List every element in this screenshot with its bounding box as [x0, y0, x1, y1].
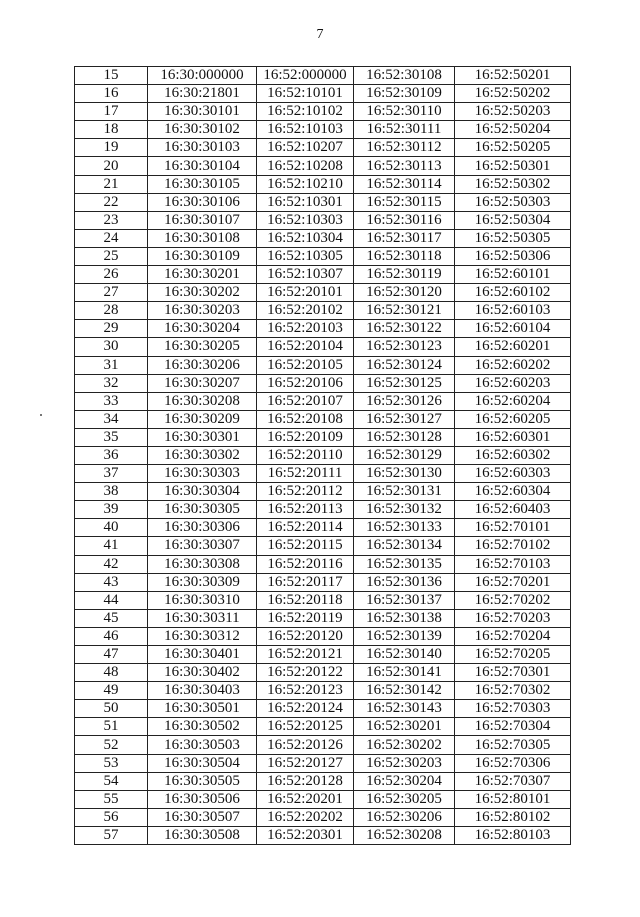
- code-cell-col-3: 16:52:30125: [354, 374, 455, 392]
- code-cell-col-2: 16:52:20115: [257, 537, 354, 555]
- table-row: [75, 284, 571, 302]
- code-cell-col-3: 16:52:30136: [354, 573, 455, 591]
- code-cell-col-1: 16:30:30104: [148, 157, 257, 175]
- code-cell-col-1: 16:30:30209: [148, 410, 257, 428]
- code-cell-col-2: 16:52:20121: [257, 646, 354, 664]
- row-number-cell: 57: [75, 826, 148, 844]
- table-row: [75, 374, 571, 392]
- table-row: [75, 157, 571, 175]
- code-cell-col-3: 16:52:30113: [354, 157, 455, 175]
- row-number-cell: 18: [75, 121, 148, 139]
- code-cell-col-2: 16:52:20110: [257, 446, 354, 464]
- code-cell-col-3: 16:52:30208: [354, 826, 455, 844]
- code-cell-col-3: 16:52:30127: [354, 410, 455, 428]
- code-cell-col-3: 16:52:30122: [354, 320, 455, 338]
- code-cell-col-3: 16:52:30203: [354, 754, 455, 772]
- row-number-cell: 23: [75, 211, 148, 229]
- table-row: [75, 266, 571, 284]
- row-number-cell: 41: [75, 537, 148, 555]
- code-cell-col-4: 16:52:60302: [455, 446, 571, 464]
- code-cell-col-4: 16:52:60301: [455, 428, 571, 446]
- row-number-cell: 31: [75, 356, 148, 374]
- code-cell-col-1: 16:30:30109: [148, 247, 257, 265]
- code-cell-col-1: 16:30:30503: [148, 736, 257, 754]
- code-cell-col-4: 16:52:50305: [455, 229, 571, 247]
- table-row: [75, 664, 571, 682]
- row-number-cell: 45: [75, 609, 148, 627]
- code-cell-col-3: 16:52:30133: [354, 519, 455, 537]
- code-cell-col-2: 16:52:10303: [257, 211, 354, 229]
- code-cell-col-3: 16:52:30117: [354, 229, 455, 247]
- code-cell-col-4: 16:52:70101: [455, 519, 571, 537]
- code-cell-col-2: 16:52:20301: [257, 826, 354, 844]
- table-row: [75, 483, 571, 501]
- code-cell-col-4: 16:52:70102: [455, 537, 571, 555]
- table-row: [75, 139, 571, 157]
- table-row: [75, 67, 571, 85]
- code-cell-col-3: 16:52:30116: [354, 211, 455, 229]
- code-cell-col-1: 16:30:30308: [148, 555, 257, 573]
- table-row: [75, 754, 571, 772]
- code-cell-col-4: 16:52:50202: [455, 85, 571, 103]
- code-cell-col-1: 16:30:30501: [148, 700, 257, 718]
- code-cell-col-4: 16:52:60202: [455, 356, 571, 374]
- code-cell-col-4: 16:52:80102: [455, 808, 571, 826]
- code-cell-col-1: 16:30:30507: [148, 808, 257, 826]
- code-cell-col-1: 16:30:30307: [148, 537, 257, 555]
- code-cell-col-2: 16:52:20122: [257, 664, 354, 682]
- code-cell-col-3: 16:52:30115: [354, 193, 455, 211]
- code-cell-col-2: 16:52:20128: [257, 772, 354, 790]
- table-row: [75, 808, 571, 826]
- page-number: 7: [316, 27, 324, 42]
- code-cell-col-2: 16:52:20127: [257, 754, 354, 772]
- code-cell-col-4: 16:52:60201: [455, 338, 571, 356]
- table-row: [75, 302, 571, 320]
- code-cell-col-1: 16:30:30101: [148, 103, 257, 121]
- row-number-cell: 49: [75, 682, 148, 700]
- code-cell-col-4: 16:52:80101: [455, 790, 571, 808]
- code-cell-col-2: 16:52:20201: [257, 790, 354, 808]
- code-cell-col-1: 16:30:30208: [148, 392, 257, 410]
- table-row: [75, 428, 571, 446]
- code-cell-col-2: 16:52:20102: [257, 302, 354, 320]
- row-number-cell: 20: [75, 157, 148, 175]
- code-cell-col-1: 16:30:30504: [148, 754, 257, 772]
- row-number-cell: 48: [75, 664, 148, 682]
- code-cell-col-4: 16:52:80103: [455, 826, 571, 844]
- code-cell-col-4: 16:52:70306: [455, 754, 571, 772]
- row-number-cell: 21: [75, 175, 148, 193]
- table-row: [75, 85, 571, 103]
- code-cell-col-2: 16:52:20105: [257, 356, 354, 374]
- table-row: [75, 392, 571, 410]
- row-number-cell: 46: [75, 627, 148, 645]
- code-cell-col-2: 16:52:10103: [257, 121, 354, 139]
- code-cell-col-2: 16:52:20101: [257, 284, 354, 302]
- row-number-cell: 16: [75, 85, 148, 103]
- code-cell-col-4: 16:52:60103: [455, 302, 571, 320]
- row-number-cell: 29: [75, 320, 148, 338]
- code-cell-col-3: 16:52:30120: [354, 284, 455, 302]
- code-cell-col-2: 16:52:20119: [257, 609, 354, 627]
- code-cell-col-4: 16:52:50303: [455, 193, 571, 211]
- code-cell-col-2: 16:52:10207: [257, 139, 354, 157]
- code-cell-col-1: 16:30:30204: [148, 320, 257, 338]
- code-cell-col-4: 16:52:60303: [455, 465, 571, 483]
- row-number-cell: 28: [75, 302, 148, 320]
- code-cell-col-4: 16:52:60203: [455, 374, 571, 392]
- code-cell-col-3: 16:52:30111: [354, 121, 455, 139]
- table-row: [75, 627, 571, 645]
- table-row: [75, 537, 571, 555]
- code-cell-col-4: 16:52:70201: [455, 573, 571, 591]
- code-cell-col-3: 16:52:30121: [354, 302, 455, 320]
- code-cell-col-1: 16:30:21801: [148, 85, 257, 103]
- table-row: [75, 175, 571, 193]
- code-cell-col-3: 16:52:30109: [354, 85, 455, 103]
- code-cell-col-1: 16:30:30311: [148, 609, 257, 627]
- code-cell-col-3: 16:52:30108: [354, 67, 455, 85]
- row-number-cell: 32: [75, 374, 148, 392]
- table-row: [75, 211, 571, 229]
- table-row: [75, 121, 571, 139]
- code-cell-col-2: 16:52:20113: [257, 501, 354, 519]
- code-cell-col-3: 16:52:30134: [354, 537, 455, 555]
- code-cell-col-1: 16:30:30106: [148, 193, 257, 211]
- code-cell-col-3: 16:52:30143: [354, 700, 455, 718]
- code-cell-col-1: 16:30:30107: [148, 211, 257, 229]
- code-cell-col-1: 16:30:30304: [148, 483, 257, 501]
- code-cell-col-2: 16:52:10210: [257, 175, 354, 193]
- code-cell-col-4: 16:52:60304: [455, 483, 571, 501]
- row-number-cell: 36: [75, 446, 148, 464]
- table-row: [75, 446, 571, 464]
- code-cell-col-3: 16:52:30206: [354, 808, 455, 826]
- code-cell-col-1: 16:30:30201: [148, 266, 257, 284]
- code-cell-col-3: 16:52:30137: [354, 591, 455, 609]
- row-number-cell: 47: [75, 646, 148, 664]
- code-cell-col-4: 16:52:50306: [455, 247, 571, 265]
- table-row: [75, 718, 571, 736]
- code-cell-col-1: 16:30:30310: [148, 591, 257, 609]
- table-row: [75, 501, 571, 519]
- table-row: [75, 573, 571, 591]
- row-number-cell: 44: [75, 591, 148, 609]
- code-cell-col-4: 16:52:70307: [455, 772, 571, 790]
- code-cell-col-4: 16:52:60101: [455, 266, 571, 284]
- code-cell-col-2: 16:52:20109: [257, 428, 354, 446]
- table-row: [75, 736, 571, 754]
- code-cell-col-2: 16:52:10305: [257, 247, 354, 265]
- code-cell-col-2: 16:52:20111: [257, 465, 354, 483]
- code-cell-col-4: 16:52:70202: [455, 591, 571, 609]
- row-number-cell: 37: [75, 465, 148, 483]
- code-cell-col-1: 16:30:30403: [148, 682, 257, 700]
- table-row: [75, 700, 571, 718]
- code-cell-col-4: 16:52:70203: [455, 609, 571, 627]
- code-cell-col-2: 16:52:10301: [257, 193, 354, 211]
- row-number-cell: 19: [75, 139, 148, 157]
- code-cell-col-1: 16:30:30508: [148, 826, 257, 844]
- code-cell-col-2: 16:52:20202: [257, 808, 354, 826]
- row-number-cell: 15: [75, 67, 148, 85]
- table-row: [75, 826, 571, 844]
- code-cell-col-1: 16:30:30301: [148, 428, 257, 446]
- code-cell-col-4: 16:52:70205: [455, 646, 571, 664]
- code-cell-col-1: 16:30:30205: [148, 338, 257, 356]
- code-cell-col-1: 16:30:30105: [148, 175, 257, 193]
- code-cell-col-3: 16:52:30135: [354, 555, 455, 573]
- code-cell-col-3: 16:52:30110: [354, 103, 455, 121]
- code-cell-col-3: 16:52:30112: [354, 139, 455, 157]
- table-row: [75, 591, 571, 609]
- code-cell-col-3: 16:52:30205: [354, 790, 455, 808]
- row-number-cell: 42: [75, 555, 148, 573]
- code-cell-col-3: 16:52:30201: [354, 718, 455, 736]
- table-row: [75, 555, 571, 573]
- code-cell-col-1: 16:30:30401: [148, 646, 257, 664]
- code-cell-col-1: 16:30:30203: [148, 302, 257, 320]
- code-cell-col-1: 16:30:30502: [148, 718, 257, 736]
- code-cell-col-3: 16:52:30124: [354, 356, 455, 374]
- code-cell-col-1: 16:30:30506: [148, 790, 257, 808]
- code-cell-col-3: 16:52:30142: [354, 682, 455, 700]
- code-cell-col-1: 16:30:30302: [148, 446, 257, 464]
- code-cell-col-3: 16:52:30132: [354, 501, 455, 519]
- code-cell-col-2: 16:52:20120: [257, 627, 354, 645]
- code-cell-col-3: 16:52:30118: [354, 247, 455, 265]
- code-cell-col-4: 16:52:70304: [455, 718, 571, 736]
- code-cell-col-2: 16:52:20116: [257, 555, 354, 573]
- code-cell-col-4: 16:52:50204: [455, 121, 571, 139]
- table-row: [75, 338, 571, 356]
- code-cell-col-4: 16:52:50203: [455, 103, 571, 121]
- row-number-cell: 26: [75, 266, 148, 284]
- code-cell-col-2: 16:52:20108: [257, 410, 354, 428]
- code-cell-col-2: 16:52:20112: [257, 483, 354, 501]
- table-row: [75, 772, 571, 790]
- code-cell-col-3: 16:52:30139: [354, 627, 455, 645]
- row-number-cell: 50: [75, 700, 148, 718]
- code-cell-col-4: 16:52:50302: [455, 175, 571, 193]
- row-number-cell: 52: [75, 736, 148, 754]
- code-cell-col-3: 16:52:30114: [354, 175, 455, 193]
- table-row: [75, 790, 571, 808]
- code-cell-col-1: 16:30:30202: [148, 284, 257, 302]
- row-number-cell: 40: [75, 519, 148, 537]
- code-cell-col-4: 16:52:70305: [455, 736, 571, 754]
- table-row: [75, 682, 571, 700]
- code-cell-col-1: 16:30:30505: [148, 772, 257, 790]
- table-row: [75, 103, 571, 121]
- row-number-cell: 51: [75, 718, 148, 736]
- code-cell-col-1: 16:30:30309: [148, 573, 257, 591]
- row-number-cell: 39: [75, 501, 148, 519]
- row-number-cell: 38: [75, 483, 148, 501]
- code-cell-col-1: 16:30:30103: [148, 139, 257, 157]
- code-cell-col-4: 16:52:60205: [455, 410, 571, 428]
- code-cell-col-1: 16:30:30207: [148, 374, 257, 392]
- code-cell-col-3: 16:52:30126: [354, 392, 455, 410]
- code-cell-col-2: 16:52:20126: [257, 736, 354, 754]
- row-number-cell: 27: [75, 284, 148, 302]
- row-number-cell: 17: [75, 103, 148, 121]
- row-number-cell: 35: [75, 428, 148, 446]
- code-cell-col-4: 16:52:60204: [455, 392, 571, 410]
- code-cell-col-1: 16:30:30402: [148, 664, 257, 682]
- row-number-cell: 22: [75, 193, 148, 211]
- code-cell-col-4: 16:52:70103: [455, 555, 571, 573]
- table-row: [75, 410, 571, 428]
- code-cell-col-1: 16:30:30305: [148, 501, 257, 519]
- code-cell-col-4: 16:52:70204: [455, 627, 571, 645]
- code-cell-col-2: 16:52:10102: [257, 103, 354, 121]
- row-number-cell: 24: [75, 229, 148, 247]
- code-cell-col-3: 16:52:30141: [354, 664, 455, 682]
- code-cell-col-2: 16:52:10304: [257, 229, 354, 247]
- table-row: [75, 465, 571, 483]
- row-number-cell: 54: [75, 772, 148, 790]
- code-cell-col-2: 16:52:20106: [257, 374, 354, 392]
- code-cell-col-3: 16:52:30129: [354, 446, 455, 464]
- code-cell-col-2: 16:52:20124: [257, 700, 354, 718]
- data-table: [74, 66, 571, 845]
- code-cell-col-2: 16:52:20114: [257, 519, 354, 537]
- code-cell-col-2: 16:52:20125: [257, 718, 354, 736]
- table-row: [75, 609, 571, 627]
- code-cell-col-2: 16:52:10101: [257, 85, 354, 103]
- code-cell-col-1: 16:30:30206: [148, 356, 257, 374]
- code-cell-col-1: 16:30:30108: [148, 229, 257, 247]
- row-number-cell: 55: [75, 790, 148, 808]
- row-number-cell: 34: [75, 410, 148, 428]
- code-cell-col-2: 16:52:20118: [257, 591, 354, 609]
- code-cell-col-4: 16:52:50201: [455, 67, 571, 85]
- code-cell-col-1: 16:30:30306: [148, 519, 257, 537]
- code-cell-col-3: 16:52:30202: [354, 736, 455, 754]
- code-cell-col-2: 16:52:20117: [257, 573, 354, 591]
- scan-speck: [40, 414, 42, 416]
- table-row: [75, 356, 571, 374]
- code-cell-col-4: 16:52:50301: [455, 157, 571, 175]
- table-row: [75, 519, 571, 537]
- code-cell-col-4: 16:52:60102: [455, 284, 571, 302]
- code-cell-col-4: 16:52:50205: [455, 139, 571, 157]
- code-cell-col-2: 16:52:10307: [257, 266, 354, 284]
- code-cell-col-3: 16:52:30123: [354, 338, 455, 356]
- code-cell-col-2: 16:52:20104: [257, 338, 354, 356]
- code-cell-col-2: 16:52:20123: [257, 682, 354, 700]
- row-number-cell: 25: [75, 247, 148, 265]
- table-row: [75, 646, 571, 664]
- code-cell-col-1: 16:30:30102: [148, 121, 257, 139]
- row-number-cell: 43: [75, 573, 148, 591]
- table-row: [75, 193, 571, 211]
- code-cell-col-2: 16:52:10208: [257, 157, 354, 175]
- code-cell-col-1: 16:30:000000: [148, 67, 257, 85]
- code-cell-col-4: 16:52:60104: [455, 320, 571, 338]
- code-cell-col-3: 16:52:30130: [354, 465, 455, 483]
- table-body: [75, 67, 571, 845]
- code-cell-col-3: 16:52:30119: [354, 266, 455, 284]
- code-cell-col-2: 16:52:20103: [257, 320, 354, 338]
- table-row: [75, 229, 571, 247]
- code-cell-col-3: 16:52:30204: [354, 772, 455, 790]
- code-cell-col-4: 16:52:50304: [455, 211, 571, 229]
- row-number-cell: 56: [75, 808, 148, 826]
- row-number-cell: 33: [75, 392, 148, 410]
- code-cell-col-4: 16:52:70301: [455, 664, 571, 682]
- table-row: [75, 247, 571, 265]
- code-cell-col-2: 16:52:000000: [257, 67, 354, 85]
- code-cell-col-4: 16:52:60403: [455, 501, 571, 519]
- code-cell-col-1: 16:30:30303: [148, 465, 257, 483]
- code-cell-col-1: 16:30:30312: [148, 627, 257, 645]
- code-cell-col-4: 16:52:70302: [455, 682, 571, 700]
- code-cell-col-2: 16:52:20107: [257, 392, 354, 410]
- code-cell-col-3: 16:52:30128: [354, 428, 455, 446]
- code-cell-col-3: 16:52:30138: [354, 609, 455, 627]
- code-cell-col-4: 16:52:70303: [455, 700, 571, 718]
- code-cell-col-3: 16:52:30140: [354, 646, 455, 664]
- row-number-cell: 53: [75, 754, 148, 772]
- row-number-cell: 30: [75, 338, 148, 356]
- table-row: [75, 320, 571, 338]
- code-cell-col-3: 16:52:30131: [354, 483, 455, 501]
